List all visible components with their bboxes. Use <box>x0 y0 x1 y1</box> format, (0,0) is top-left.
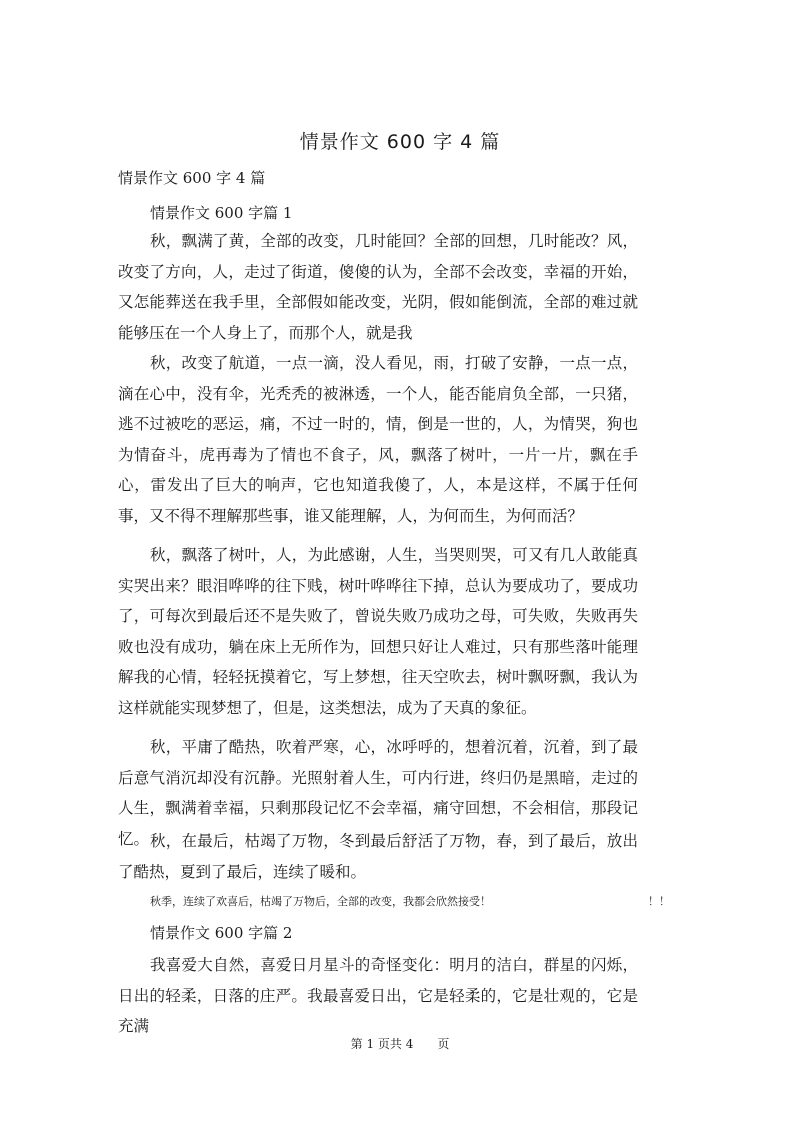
document-subtitle: 情景作文 600 字 4 篇 <box>118 169 266 187</box>
page-footer: 第 1 页共 4 页 <box>350 1037 450 1051</box>
paragraph: 秋，在最后，枯竭了万物，冬到最后舒活了万物，春，到了最后，放出了酷热，夏到了最后，连续了暖和。 <box>118 832 638 881</box>
section-heading-2: 情景作文 600 字篇 2 <box>150 924 293 942</box>
paragraph: 秋，飘落了树叶，人，为此感谢，人生，当哭则哭，可又有几人敢能真实哭出来？眼泪哗哗的往下贱，树叶哗哗往下掉，总认为要成功了，要成功了，可每次到最后还不是失败了，曾说失败乃成功之母，可失败，失败再失败也没有成功，躺在床上无所作为，回想只好让人难过，只有那些落叶能理解我的心情，轻轻抚摸着它，写上梦想，往天空吹去，树叶飘呀飘，我认为这样就能实现梦想了，但是，这类想法，成为了天真的象征。 <box>118 546 638 717</box>
page-title: 情景作文 600 字 4 篇 <box>299 131 501 153</box>
paragraph: 秋，平庸了酷热，吹着严寒，心，冰呼呼的，想着沉着，沉着，到了最后意气消沉却没有沉静。光照射着人生，可内行进，终归仍是黑暗，走过的人生，飘满着幸福，只剩那段记忆不会幸福，痛守回想，不会相信，那段记忆。 <box>118 738 638 848</box>
paragraph: 秋，飘满了黄，全部的改变，几时能回？全部的回想，几时能改？风，改变了方向，人，走过了街道，傻傻的认为，全部不会改变，幸福的开始，又怎能葬送在我手里，全部假如能改变，光阴，假如能倒流，全部的难过就能够压在一个人身上了，而那个人，就是我 <box>118 232 638 342</box>
paragraph: 我喜爱大自然，喜爱日月星斗的奇怪变化：明月的洁白，群星的闪烁，日出的轻柔，日落的庄严。我最喜爱日出，它是轻柔的，它是壮观的，它是充满 <box>118 956 638 1035</box>
section-heading-1: 情景作文 600 字篇 1 <box>150 204 293 222</box>
closing-marks: ！！ <box>648 895 670 908</box>
closing-line: 秋季，连续了欢喜后，枯竭了万物后，全部的改变，我都会欣然接受！ <box>150 895 491 908</box>
paragraph: 秋，改变了航道，一点一滴，没人看见，雨，打破了安静，一点一点，滴在心中，没有伞，光秃秃的被淋透，一个人，能否能肩负全部，一只猪，逃不过被吃的恶运，痛，不过一时的，情，倒是一世的，人，为情哭，狗也为情奋斗，虎再毒为了情也不食子，风，飘落了树叶，一片一片，飘在手心，雷发出了巨大的响声，它也知道我傻了，人，本是这样，不属于任何事，又不得不理解那些事，谁又能理解，人，为何而生，为何而活？ <box>118 354 638 525</box>
